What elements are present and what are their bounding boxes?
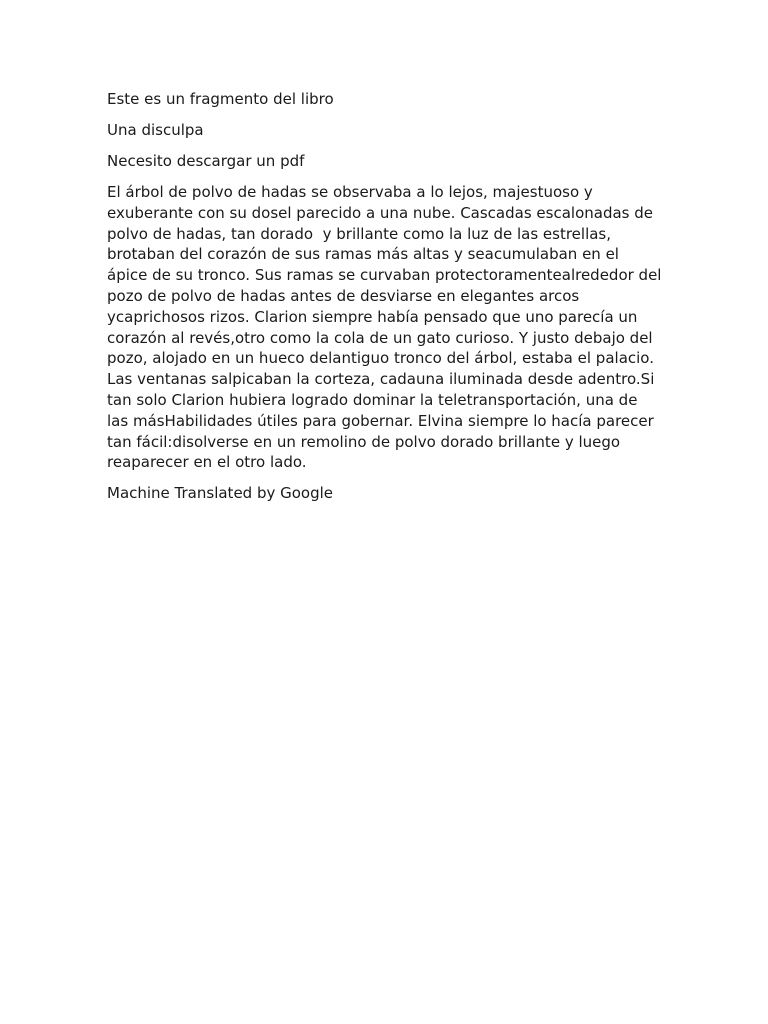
apology-line: Una disculpa: [107, 120, 204, 139]
intro-line: Este es un fragmento del libro: [107, 90, 334, 108]
body-paragraph: El árbol de polvo de hadas se observaba a lo lejos, majestuoso y exuberante con su dosel parecido a una nube. Cascadas escalonadas de polvo de hadas, tan dorado y brillante como la luz de las estrellas, brotaban del corazón de sus ramas más altas y seacumulaban en el ápice de su tronco. Sus ramas se curvaban protectoramentealrededor del pozo de polvo de hadas antes de desviarse en elegantes arcos ycaprichosos rizos. Clarion siempre había pensado que uno parecía un corazón al revés,otro como la cola de un gato curioso. Y justo debajo del pozo, alojado en un hueco delantiguo tronco del árbol, estaba el palacio. Las ventanas salpicaban la corteza, cadauna iluminada desde adentro.Si tan solo Clarion hubiera logrado dominar la teletransportación, una de las másHabilidades útiles para gobernar. Elvina siempre lo hacía parecer tan fácil:disolverse en un remolino de polvo dorado brillante y luego reaparecer en el otro lado.: [107, 182, 667, 472]
document-page: [107, 89, 667, 514]
translation-credit: Machine Translated by Google: [107, 484, 334, 503]
request-line: Necesito descargar un pdf: [107, 151, 305, 170]
